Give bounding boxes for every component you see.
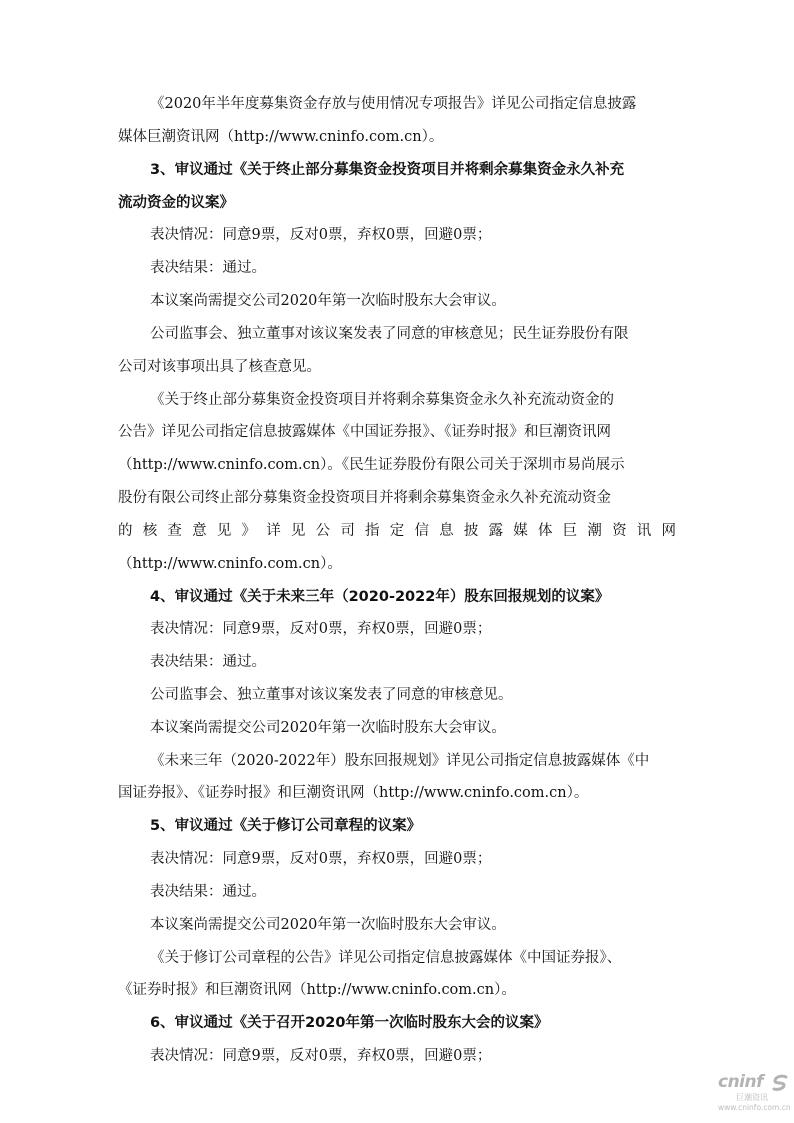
paragraph-line: 表决情况：同意9票，反对0票，弃权0票，回避0票； — [150, 1048, 492, 1064]
logo-swirl-icon — [772, 1074, 788, 1092]
logo-url: www.cninfo.com.cn — [718, 1103, 791, 1112]
section-heading-5: 5、审议通过《关于修订公司章程的议案》 — [150, 818, 422, 834]
paragraph-line: 本议案尚需提交公司2020年第一次临时股东大会审议。 — [150, 293, 506, 309]
cninfo-logo — [718, 1072, 790, 1116]
section-heading-3: 3、审议通过《关于终止部分募集资金投资项目并将剩余募集资金永久补充 — [150, 162, 625, 178]
paragraph-line: （http://www.cninfo.com.cn）。《民生证券股份有限公司关于深圳市易尚展示 — [118, 457, 625, 473]
paragraph-line: 表决情况：同意9票，反对0票，弃权0票，回避0票； — [150, 227, 492, 243]
paragraph-line: 公司监事会、独立董事对该议案发表了同意的审核意见。 — [150, 687, 513, 703]
paragraph-line: 公司对该事项出具了核查意见。 — [118, 359, 321, 375]
paragraph-line: 股份有限公司终止部分募集资金投资项目并将剩余募集资金永久补充流动资金 — [118, 490, 611, 506]
logo-chinese-name: 巨潮资讯 — [736, 1093, 768, 1102]
paragraph-line: 《关于修订公司章程的公告》详见公司指定信息披露媒体《中国证券报》、 — [150, 950, 622, 966]
paragraph-line: 国证券报》、《证券时报》和巨潮资讯网（http://www.cninfo.com.cn）。 — [118, 785, 589, 801]
section-heading-6: 6、审议通过《关于召开2020年第一次临时股东大会的议案》 — [150, 1015, 549, 1031]
paragraph-line: 《关于终止部分募集资金投资项目并将剩余募集资金永久补充流动资金的 — [150, 392, 614, 408]
paragraph-line: （http://www.cninfo.com.cn）。 — [118, 556, 342, 572]
logo-wordmark: cninf — [718, 1072, 764, 1092]
paragraph-line: 公司监事会、独立董事对该议案发表了同意的审核意见；民生证券股份有限 — [150, 326, 629, 342]
paragraph-line: 《证券时报》和巨潮资讯网（http://www.cninfo.com.cn）。 — [118, 982, 516, 998]
paragraph-line: 表决结果：通过。 — [150, 654, 266, 670]
paragraph-line: 本议案尚需提交公司2020年第一次临时股东大会审议。 — [150, 720, 506, 736]
section-heading-3-cont: 流动资金的议案》 — [118, 195, 234, 211]
paragraph-line: 表决结果：通过。 — [150, 884, 266, 900]
paragraph-line: 本议案尚需提交公司2020年第一次临时股东大会审议。 — [150, 917, 506, 933]
paragraph-line: 《2020年半年度募集资金存放与使用情况专项报告》详见公司指定信息披露 — [150, 96, 637, 112]
paragraph-line: 表决情况：同意9票，反对0票，弃权0票，回避0票； — [150, 621, 492, 637]
paragraph-line: 的核查意见》详见公司指定信息披露媒体巨潮资讯网 — [118, 523, 676, 539]
paragraph-line: 表决情况：同意9票，反对0票，弃权0票，回避0票； — [150, 851, 492, 867]
paragraph-line: 《未来三年（2020-2022年）股东回报规划》详见公司指定信息披露媒体《中 — [150, 753, 650, 769]
paragraph-line: 表决结果：通过。 — [150, 260, 266, 276]
paragraph-line: 公告》详见公司指定信息披露媒体《中国证券报》、《证券时报》和巨潮资讯网 — [118, 424, 611, 440]
paragraph-line: 媒体巨潮资讯网（http://www.cninfo.com.cn）。 — [118, 129, 444, 145]
section-heading-4: 4、审议通过《关于未来三年（2020-2022年）股东回报规划的议案》 — [150, 589, 610, 605]
